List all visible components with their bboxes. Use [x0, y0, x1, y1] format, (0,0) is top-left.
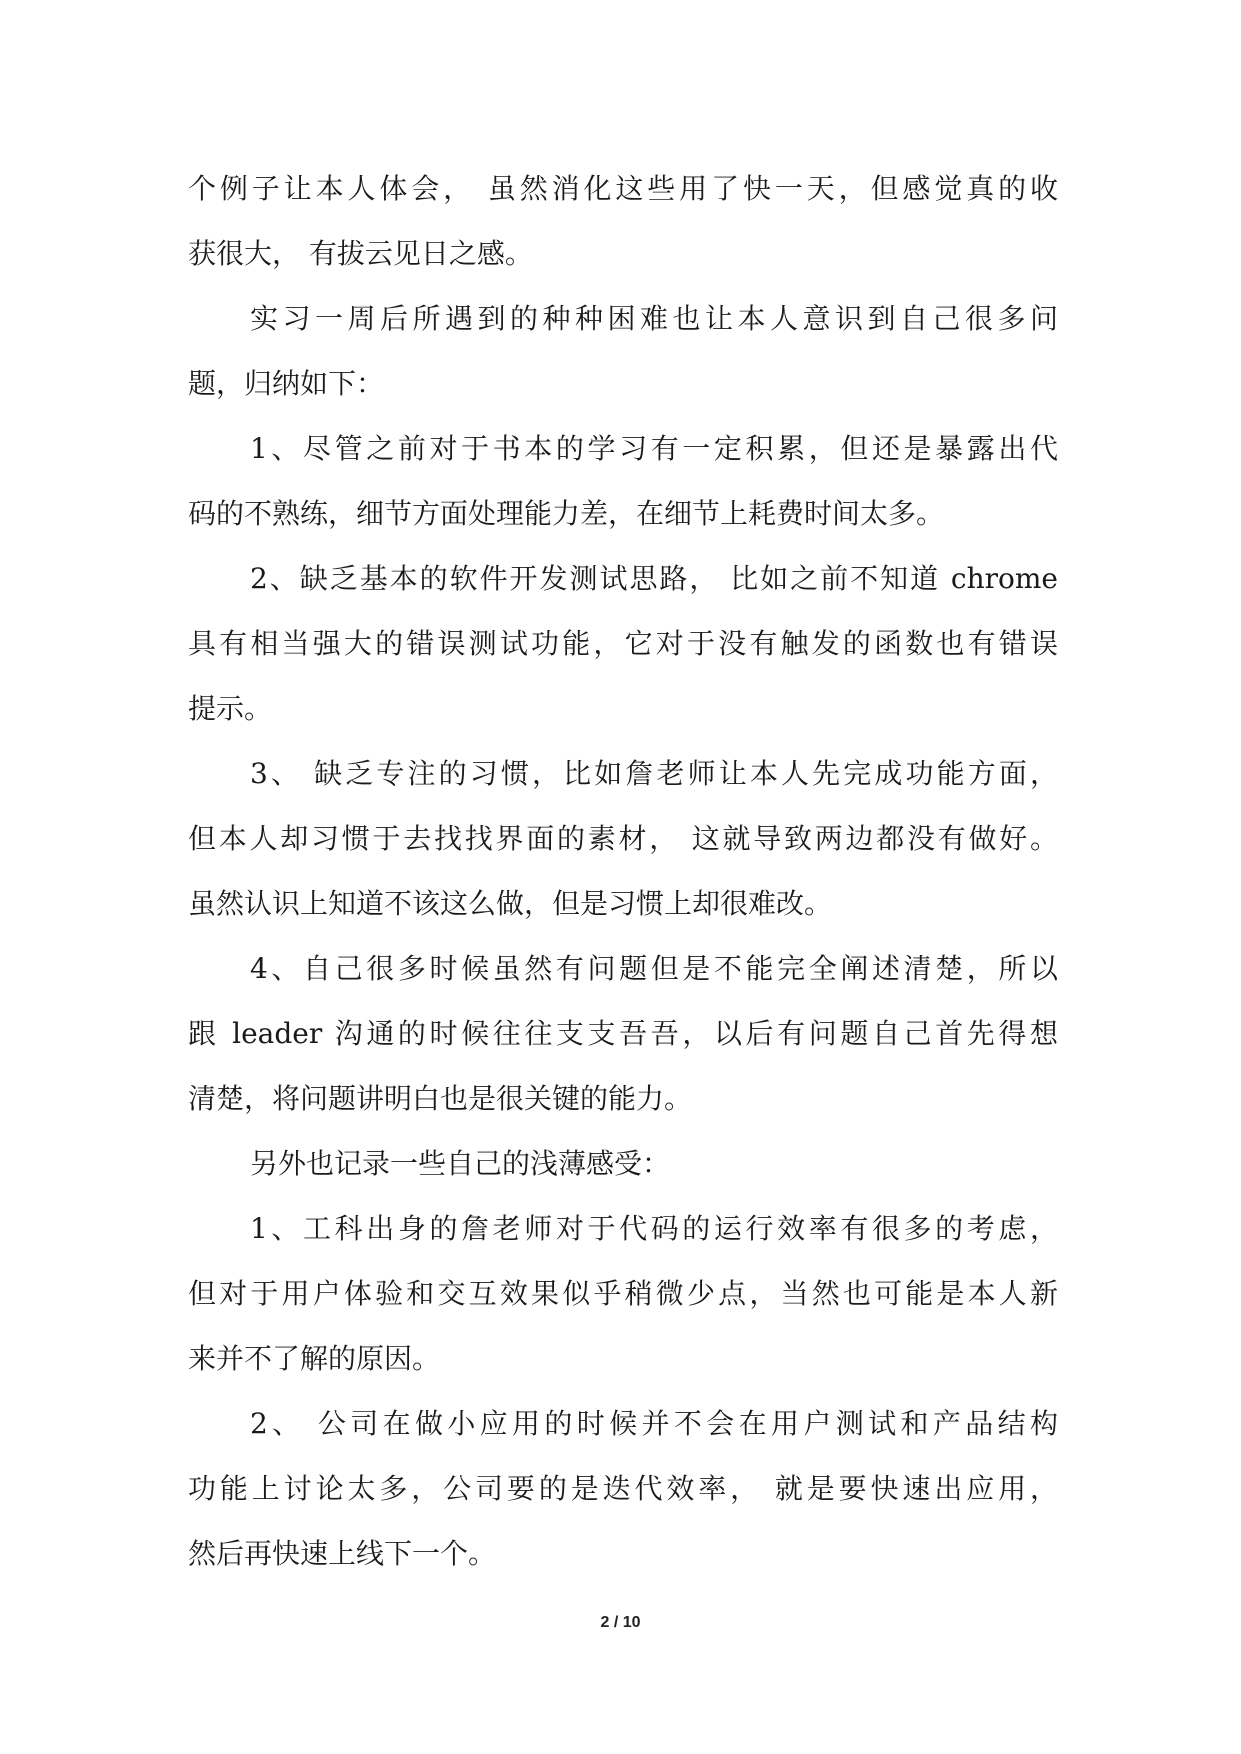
- text-line: 实习一周后所遇到的种种困难也让本人意识到自己很多问: [250, 302, 1058, 335]
- text-line: 4、自己很多时候虽然有问题但是不能完全阐述清楚，所以: [250, 952, 1058, 985]
- body-text: [188, 156, 1058, 1586]
- text-line: 来并不了解的原因。: [188, 1342, 441, 1375]
- text-line: 但对于用户体验和交互效果似乎稍微少点，当然也可能是本人新: [188, 1277, 1058, 1310]
- text-line: 2、缺乏基本的软件开发测试思路， 比如之前不知道 chrome: [250, 562, 1058, 595]
- text-line: 获很大， 有拔云见日之感。: [188, 237, 533, 270]
- text-line: 但本人却习惯于去找找界面的素材， 这就导致两边都没有做好。: [188, 822, 1058, 855]
- text-line: 2、 公司在做小应用的时候并不会在用户测试和产品结构: [250, 1407, 1058, 1440]
- text-line: 1、尽管之前对于书本的学习有一定积累，但还是暴露出代: [250, 432, 1058, 465]
- text-line: 码的不熟练，细节方面处理能力差，在细节上耗费时间太多。: [188, 497, 945, 530]
- text-line: 题，归纳如下：: [188, 367, 385, 400]
- text-line: 虽然认识上知道不该这么做，但是习惯上却很难改。: [188, 887, 833, 920]
- text-line: 提示。: [188, 692, 273, 725]
- text-line: 1、工科出身的詹老师对于代码的运行效率有很多的考虑，: [250, 1212, 1058, 1245]
- text-line: 具有相当强大的错误测试功能，它对于没有触发的函数也有错误: [188, 627, 1058, 660]
- text-line: 清楚，将问题讲明白也是很关键的能力。: [188, 1082, 693, 1115]
- text-line: 然后再快速上线下一个。: [188, 1537, 497, 1570]
- text-line: 功能上讨论太多，公司要的是迭代效率， 就是要快速出应用，: [188, 1472, 1058, 1505]
- text-line: 另外也记录一些自己的浅薄感受：: [250, 1147, 671, 1180]
- text-line: 跟 leader 沟通的时候往往支支吾吾，以后有问题自己首先得想: [188, 1017, 1058, 1050]
- page-number: 2 / 10: [600, 1614, 641, 1631]
- text-line: 3、 缺乏专注的习惯，比如詹老师让本人先完成功能方面，: [250, 757, 1058, 790]
- text-line: 个例子让本人体会， 虽然消化这些用了快一天，但感觉真的收: [188, 172, 1058, 205]
